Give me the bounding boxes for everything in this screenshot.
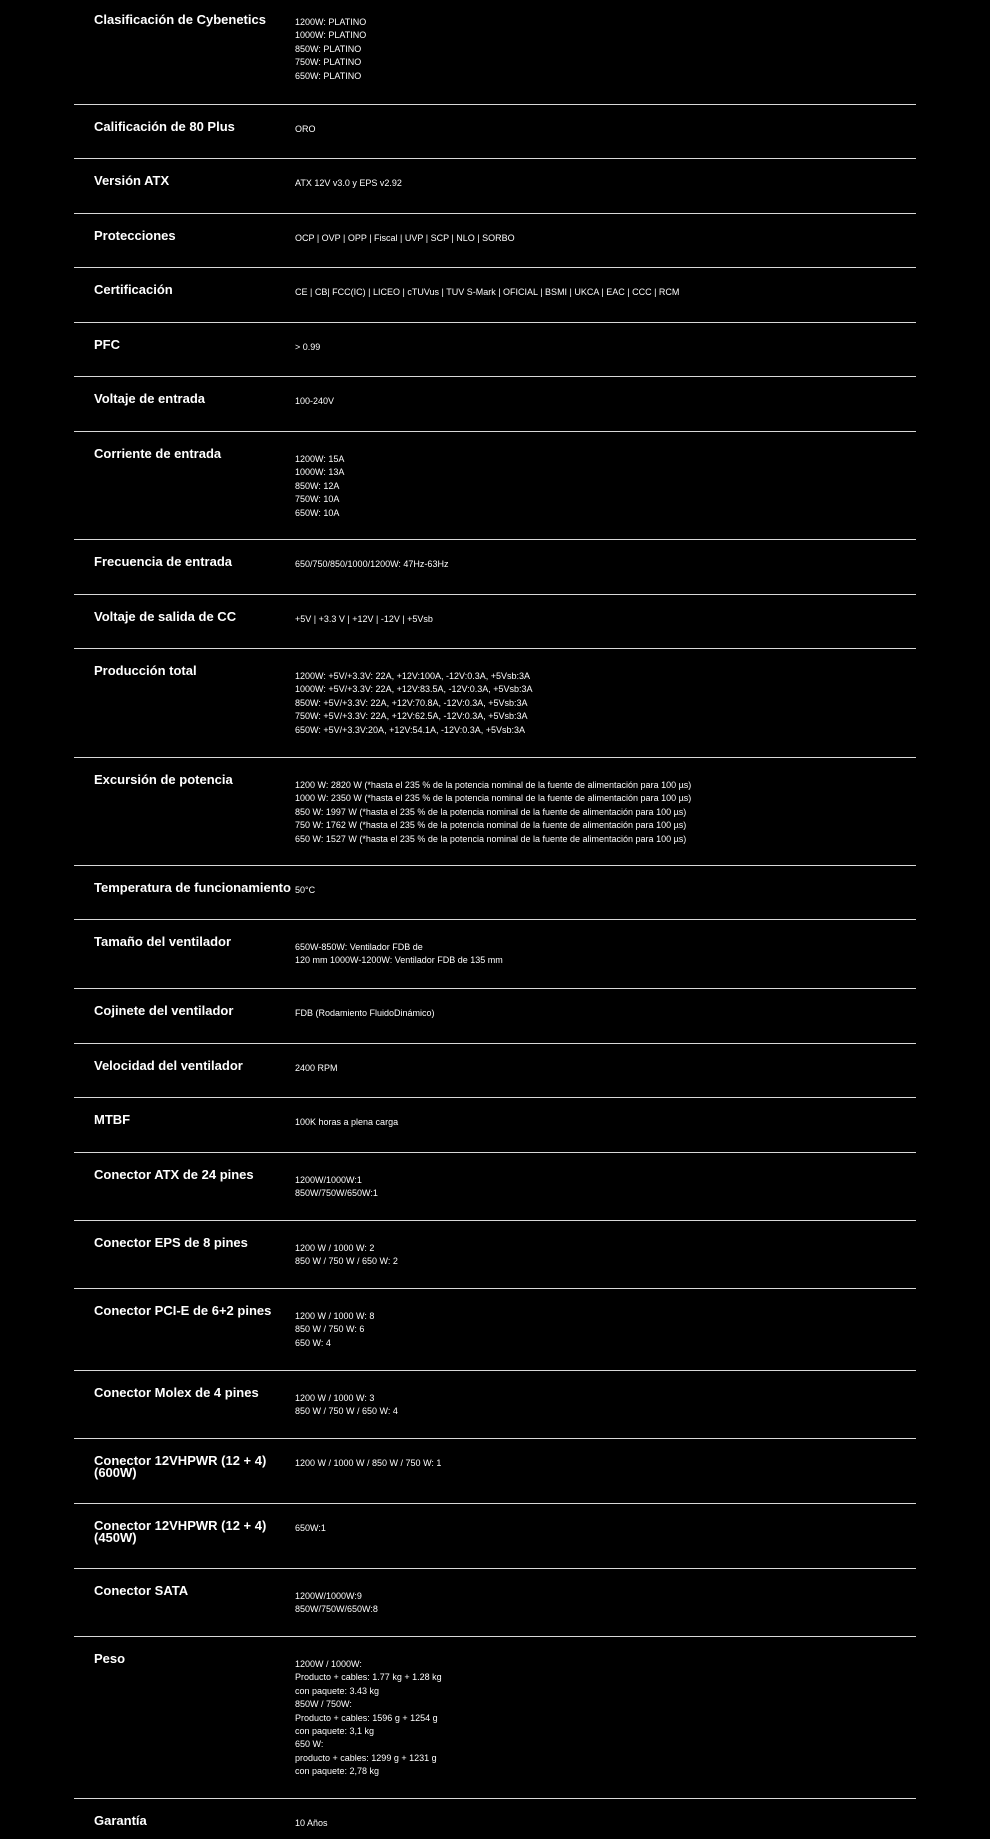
spec-label: Peso	[94, 1651, 126, 1666]
spec-row-operating-temperature	[74, 866, 916, 920]
spec-row-cybenetics	[74, 0, 916, 105]
spec-label: Frecuencia de entrada	[94, 554, 232, 569]
spec-value: ATX 12V v3.0 y EPS v2.92	[295, 178, 402, 188]
spec-label: Velocidad del ventilador	[94, 1058, 243, 1073]
spec-label: Temperatura de funcionamiento	[94, 880, 291, 895]
spec-label: Corriente de entrada	[94, 446, 222, 461]
spec-row-weight	[74, 1637, 916, 1799]
spec-row-pcie-connector	[74, 1289, 916, 1371]
spec-value: CE | CB| FCC(IC) | LICEO | cTUVus | TUV S-Mark | OFICIAL | BSMI | UKCA | EAC | CCC | RCM	[295, 287, 680, 297]
spec-row-fan-size	[74, 920, 916, 989]
spec-row-molex-connector	[74, 1371, 916, 1439]
spec-label: Cojinete del ventilador	[94, 1003, 234, 1018]
spec-value: +5V | +3.3 V | +12V | -12V | +5Vsb	[295, 614, 433, 624]
spec-label: Voltaje de salida de CC	[94, 609, 237, 624]
spec-row-warranty	[74, 1799, 916, 1839]
spec-label: Conector 12VHPWR (12 + 4) (450W)	[94, 1518, 267, 1545]
spec-value: 1200W/1000W:9 850W/750W/650W:8	[295, 1591, 378, 1615]
spec-value: 1200W: 15A 1000W: 13A 850W: 12A 750W: 10A 650W: 10A	[295, 454, 345, 518]
spec-value: > 0.99	[295, 342, 321, 352]
spec-label: MTBF	[94, 1112, 131, 1127]
specs-table	[74, 0, 916, 1839]
spec-value: 50°C	[295, 885, 316, 895]
spec-value: 1200 W / 1000 W: 2 850 W / 750 W / 650 W: 2	[295, 1243, 398, 1267]
spec-row-eps8-connector	[74, 1221, 916, 1289]
spec-value: 2400 RPM	[295, 1063, 338, 1073]
spec-label: Garantía	[94, 1813, 147, 1828]
spec-row-pfc	[74, 323, 916, 377]
spec-value: 100-240V	[295, 396, 335, 406]
spec-row-certification	[74, 268, 916, 323]
spec-label: Conector SATA	[94, 1583, 189, 1598]
spec-row-80plus	[74, 105, 916, 159]
spec-value: 1200 W / 1000 W: 3 850 W / 750 W / 650 W: 4	[295, 1393, 398, 1417]
spec-value: 650W-850W: Ventilador FDB de 120 mm 1000W-1200W: Ventilador FDB de 135 mm	[295, 942, 503, 966]
spec-value: 650W:1	[295, 1523, 326, 1533]
spec-row-protections	[74, 214, 916, 268]
spec-row-input-voltage	[74, 377, 916, 432]
spec-value: 1200 W / 1000 W: 8 850 W / 750 W: 6 650 W: 4	[295, 1311, 375, 1348]
spec-value: OCP | OVP | OPP | Fiscal | UVP | SCP | NLO | SORBO	[295, 233, 515, 243]
spec-row-input-current	[74, 432, 916, 540]
spec-label: Voltaje de entrada	[94, 391, 206, 406]
spec-value: ORO	[295, 124, 316, 134]
spec-label: Calificación de 80 Plus	[94, 119, 235, 134]
spec-row-fan-bearing	[74, 989, 916, 1044]
spec-row-sata-connector	[74, 1569, 916, 1637]
spec-row-input-frequency	[74, 540, 916, 595]
spec-label: Versión ATX	[94, 173, 170, 188]
spec-row-12vhpwr-450w	[74, 1504, 916, 1569]
spec-row-mtbf	[74, 1098, 916, 1153]
spec-row-total-output	[74, 649, 916, 758]
spec-value: 1200 W: 2820 W (*hasta el 235 % de la potencia nominal de la fuente de alimentación para 100 µs) 1000 W: 2350 W (*hasta el 235 % de la potencia nominal de la fuente de alimentación para 100 µs) 850 W: 1997 W (*hasta el 235 % de la potencia nominal de la fuente de alimentación para 100 µs) 750 W: 1762 W (*hasta el 235 % de la potencia nominal de la fuente de alimentación para 100 µs) 650 W: 1527 W (*hasta el 235 % de la potencia nominal de la fuente de alimentación para 100 µs)	[295, 780, 692, 844]
spec-label: Conector Molex de 4 pines	[94, 1385, 259, 1400]
spec-label: Excursión de potencia	[94, 772, 233, 787]
spec-label: Certificación	[94, 282, 173, 297]
spec-label: Tamaño del ventilador	[94, 934, 232, 949]
spec-row-atx-version	[74, 159, 916, 214]
spec-value: 1200W/1000W:1 850W/750W/650W:1	[295, 1175, 378, 1199]
spec-label: Conector EPS de 8 pines	[94, 1235, 248, 1250]
spec-row-12vhpwr-600w	[74, 1439, 916, 1504]
spec-row-dc-output	[74, 595, 916, 649]
spec-row-power-excursion	[74, 758, 916, 866]
spec-label: PFC	[94, 337, 120, 352]
spec-row-atx24-connector	[74, 1153, 916, 1221]
spec-value: 10 Años	[295, 1818, 328, 1828]
spec-label: Conector PCI-E de 6+2 pines	[94, 1303, 272, 1318]
spec-label: Clasificación de Cybenetics	[94, 12, 266, 27]
spec-value: 1200W: +5V/+3.3V: 22A, +12V:100A, -12V:0.3A, +5Vsb:3A 1000W: +5V/+3.3V: 22A, +12V:83.5A, -12V:0.3A, +5Vsb:3A 850W: +5V/+3.3V: 22A, +12V:70.8A, -12V:0.3A, +5Vsb:3A 750W: +5V/+3.3V: 22A, +12V:62.5A, -12V:0.3A, +5Vsb:3A 650W: +5V/+3.3V:20A, +12V:54.1A, -12V:0.3A, +5Vsb:3A	[295, 671, 533, 735]
spec-row-fan-speed	[74, 1044, 916, 1098]
spec-label: Conector ATX de 24 pines	[94, 1167, 254, 1182]
spec-value: 1200 W / 1000 W / 850 W / 750 W: 1	[295, 1458, 442, 1468]
spec-label: Producción total	[94, 663, 197, 678]
spec-label: Protecciones	[94, 228, 176, 243]
spec-value: 100K horas a plena carga	[295, 1117, 399, 1127]
spec-value: 650/750/850/1000/1200W: 47Hz-63Hz	[295, 559, 449, 569]
spec-value: 1200W / 1000W: Producto + cables: 1.77 kg + 1.28 kg con paquete: 3.43 kg 850W / 750W: Producto + cables: 1596 g + 1254 g con paquete: 3,1 kg 650 W: producto + cables: 1299 g + 1231 g con paquete: 2,78 kg	[295, 1659, 442, 1777]
spec-value: FDB (Rodamiento FluidoDinámico)	[295, 1008, 435, 1018]
spec-value: 1200W: PLATINO 1000W: PLATINO 850W: PLATINO 750W: PLATINO 650W: PLATINO	[295, 17, 367, 81]
spec-label: Conector 12VHPWR (12 + 4) (600W)	[94, 1453, 267, 1480]
